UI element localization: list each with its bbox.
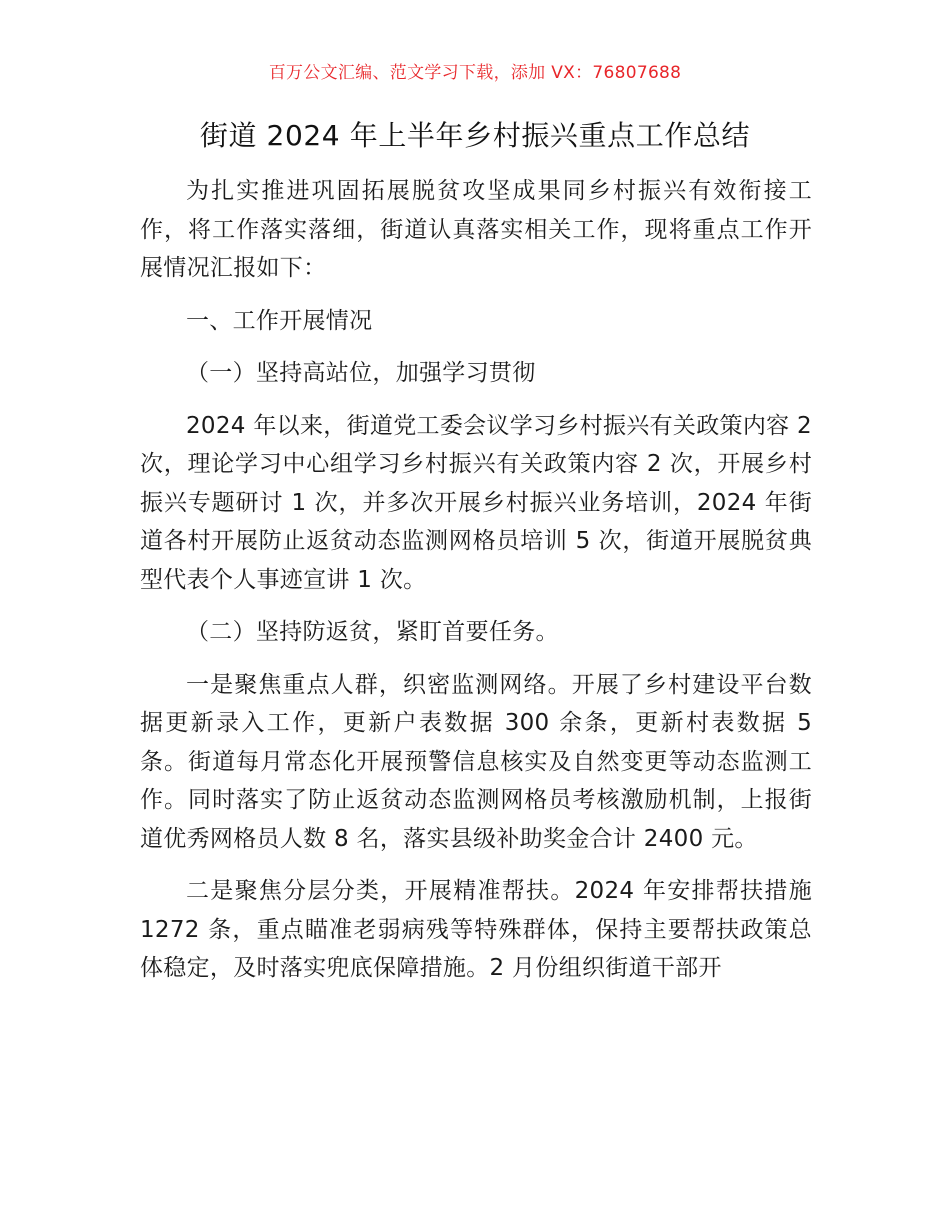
section-heading-1: 一、工作开展情况 xyxy=(186,307,373,334)
intro-paragraph: 为扎实推进巩固拓展脱贫攻坚成果同乡村振兴有效衔接工作，将工作落实落细，街道认真落实相关工作，现将重点工作开展情况汇报如下： xyxy=(140,178,812,281)
watermark-banner: 百万公文汇编、范文学习下载，添加 VX：76807688 xyxy=(268,63,682,83)
body-paragraph: 二是聚焦分层分类，开展精准帮扶。2024 年安排帮扶措施 1272 条，重点瞄准老弱病残等特殊群体，保持主要帮扶政策总体稳定，及时落实兜底保障措施。2 月份组织街道干部开 xyxy=(140,878,812,981)
body-paragraph: 2024 年以来，街道党工委会议学习乡村振兴有关政策内容 2 次，理论学习中心组学习乡村振兴有关政策内容 2 次，开展乡村振兴专题研讨 1 次，并多次开展乡村振兴业务培训，2024 年街道各村开展防止返贫动态监测网格员培训 5 次，街道开展脱贫典型代表个人事迹宣讲 1 次。 xyxy=(140,412,812,593)
document-body xyxy=(140,172,812,1002)
document-title: 街道 2024 年上半年乡村振兴重点工作总结 xyxy=(199,119,751,152)
subsection-heading-2: （二）坚持防返贫，紧盯首要任务。 xyxy=(186,619,559,645)
body-paragraph: 一是聚焦重点人群，织密监测网络。开展了乡村建设平台数据更新录入工作，更新户表数据 300 余条，更新村表数据 5 条。街道每月常态化开展预警信息核实及自然变更等动态监测工作。同时落实了防止返贫动态监测网格员考核激励机制，上报街道优秀网格员人数 8 名，落实县级补助奖金合计 2400 元。 xyxy=(140,671,812,852)
subsection-heading-1: （一）坚持高站位，加强学习贯彻 xyxy=(186,360,536,386)
